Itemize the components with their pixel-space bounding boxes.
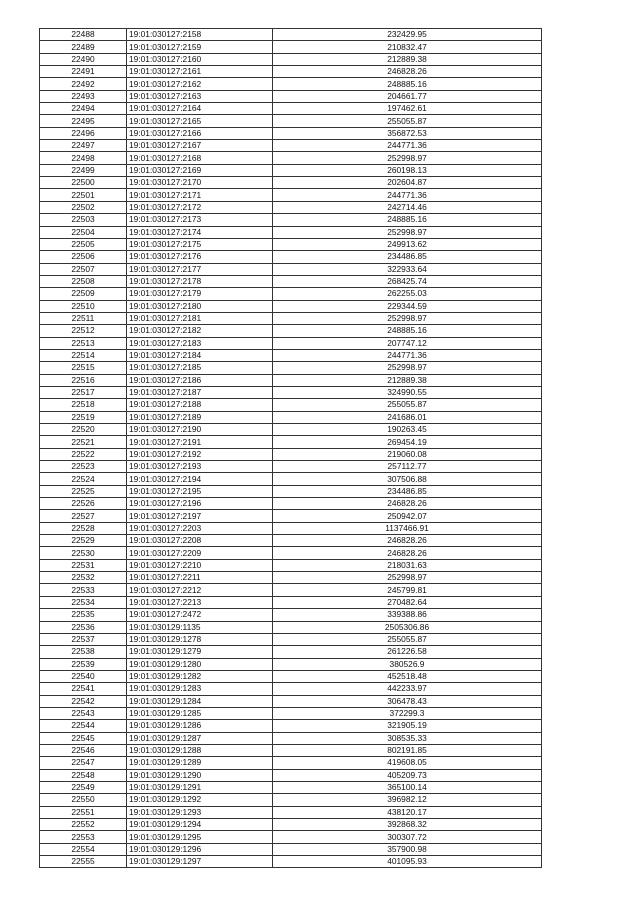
cadastral-number-cell: 19:01:030129:1285 <box>127 707 273 719</box>
cadastral-number-cell: 19:01:030127:2212 <box>127 584 273 596</box>
table-row <box>40 596 542 608</box>
table-row <box>40 794 542 806</box>
cadastral-number-cell: 19:01:030129:1279 <box>127 646 273 658</box>
row-number-cell: 22498 <box>40 152 127 164</box>
amount-cell: 300307.72 <box>273 831 542 843</box>
table-row <box>40 263 542 275</box>
row-number-cell: 22515 <box>40 362 127 374</box>
table-row <box>40 386 542 398</box>
amount-cell: 210832.47 <box>273 41 542 53</box>
cadastral-number-cell: 19:01:030127:2195 <box>127 485 273 497</box>
row-number-cell: 22527 <box>40 510 127 522</box>
row-number-cell: 22513 <box>40 337 127 349</box>
table-row <box>40 670 542 682</box>
row-number-cell: 22522 <box>40 448 127 460</box>
cadastral-number-cell: 19:01:030129:1291 <box>127 781 273 793</box>
cadastral-number-cell: 19:01:030127:2176 <box>127 251 273 263</box>
row-number-cell: 22528 <box>40 522 127 534</box>
table-row <box>40 41 542 53</box>
table-row <box>40 238 542 250</box>
row-number-cell: 22544 <box>40 720 127 732</box>
cadastral-number-cell: 19:01:030127:2170 <box>127 177 273 189</box>
row-number-cell: 22552 <box>40 819 127 831</box>
amount-cell: 252998.97 <box>273 362 542 374</box>
cadastral-number-cell: 19:01:030127:2183 <box>127 337 273 349</box>
amount-cell: 248885.16 <box>273 325 542 337</box>
table-row <box>40 485 542 497</box>
table-row <box>40 29 542 41</box>
cadastral-number-cell: 19:01:030127:2196 <box>127 498 273 510</box>
row-number-cell: 22491 <box>40 66 127 78</box>
table-row <box>40 90 542 102</box>
cadastral-number-cell: 19:01:030127:2160 <box>127 53 273 65</box>
cadastral-number-cell: 19:01:030127:2189 <box>127 411 273 423</box>
table-row <box>40 53 542 65</box>
row-number-cell: 22555 <box>40 856 127 868</box>
amount-cell: 244771.36 <box>273 140 542 152</box>
table-row <box>40 140 542 152</box>
table-row <box>40 707 542 719</box>
table-row <box>40 621 542 633</box>
cadastral-number-cell: 19:01:030129:1282 <box>127 670 273 682</box>
cadastral-number-cell: 19:01:030127:2197 <box>127 510 273 522</box>
row-number-cell: 22489 <box>40 41 127 53</box>
row-number-cell: 22530 <box>40 547 127 559</box>
table-row <box>40 609 542 621</box>
amount-cell: 255055.87 <box>273 633 542 645</box>
cadastral-number-cell: 19:01:030129:1289 <box>127 757 273 769</box>
row-number-cell: 22505 <box>40 238 127 250</box>
cadastral-number-cell: 19:01:030127:2167 <box>127 140 273 152</box>
cadastral-number-cell: 19:01:030127:2194 <box>127 473 273 485</box>
amount-cell: 197462.61 <box>273 103 542 115</box>
row-number-cell: 22510 <box>40 300 127 312</box>
cadastral-number-cell: 19:01:030127:2182 <box>127 325 273 337</box>
row-number-cell: 22501 <box>40 189 127 201</box>
cadastral-number-cell: 19:01:030127:2210 <box>127 559 273 571</box>
cadastral-number-cell: 19:01:030127:2203 <box>127 522 273 534</box>
table-row <box>40 177 542 189</box>
row-number-cell: 22497 <box>40 140 127 152</box>
row-number-cell: 22500 <box>40 177 127 189</box>
row-number-cell: 22521 <box>40 436 127 448</box>
row-number-cell: 22550 <box>40 794 127 806</box>
cadastral-number-cell: 19:01:030129:1135 <box>127 621 273 633</box>
table-row <box>40 127 542 139</box>
cadastral-number-cell: 19:01:030127:2181 <box>127 312 273 324</box>
table-row <box>40 683 542 695</box>
amount-cell: 356872.53 <box>273 127 542 139</box>
amount-cell: 438120.17 <box>273 806 542 818</box>
amount-cell: 268425.74 <box>273 275 542 287</box>
amount-cell: 218031.63 <box>273 559 542 571</box>
amount-cell: 372299.3 <box>273 707 542 719</box>
table-row <box>40 473 542 485</box>
row-number-cell: 22548 <box>40 769 127 781</box>
table-row <box>40 201 542 213</box>
amount-cell: 269454.19 <box>273 436 542 448</box>
row-number-cell: 22519 <box>40 411 127 423</box>
row-number-cell: 22545 <box>40 732 127 744</box>
cadastral-number-cell: 19:01:030127:2185 <box>127 362 273 374</box>
row-number-cell: 22534 <box>40 596 127 608</box>
row-number-cell: 22518 <box>40 399 127 411</box>
row-number-cell: 22506 <box>40 251 127 263</box>
row-number-cell: 22499 <box>40 164 127 176</box>
row-number-cell: 22512 <box>40 325 127 337</box>
row-number-cell: 22502 <box>40 201 127 213</box>
cadastral-number-cell: 19:01:030129:1288 <box>127 744 273 756</box>
amount-cell: 306478.43 <box>273 695 542 707</box>
amount-cell: 204661.77 <box>273 90 542 102</box>
cadastral-number-cell: 19:01:030129:1284 <box>127 695 273 707</box>
table-row <box>40 399 542 411</box>
amount-cell: 452518.48 <box>273 670 542 682</box>
amount-cell: 1137466.91 <box>273 522 542 534</box>
row-number-cell: 22524 <box>40 473 127 485</box>
amount-cell: 324990.55 <box>273 386 542 398</box>
row-number-cell: 22520 <box>40 424 127 436</box>
amount-cell: 246828.26 <box>273 535 542 547</box>
cadastral-number-cell: 19:01:030127:2173 <box>127 214 273 226</box>
table-row <box>40 646 542 658</box>
table-row <box>40 806 542 818</box>
table-row <box>40 251 542 263</box>
cadastral-number-cell: 19:01:030127:2191 <box>127 436 273 448</box>
row-number-cell: 22538 <box>40 646 127 658</box>
row-number-cell: 22539 <box>40 658 127 670</box>
amount-cell: 392868.32 <box>273 819 542 831</box>
table-row <box>40 374 542 386</box>
table-row <box>40 819 542 831</box>
amount-cell: 207747.12 <box>273 337 542 349</box>
amount-cell: 234486.85 <box>273 251 542 263</box>
table-row <box>40 769 542 781</box>
amount-cell: 248885.16 <box>273 214 542 226</box>
amount-cell: 219060.08 <box>273 448 542 460</box>
table-row <box>40 189 542 201</box>
table-row <box>40 411 542 423</box>
row-number-cell: 22543 <box>40 707 127 719</box>
row-number-cell: 22547 <box>40 757 127 769</box>
table-row <box>40 226 542 238</box>
table-row <box>40 424 542 436</box>
amount-cell: 229344.59 <box>273 300 542 312</box>
cadastral-number-cell: 19:01:030127:2164 <box>127 103 273 115</box>
table-row <box>40 448 542 460</box>
cadastral-number-cell: 19:01:030127:2177 <box>127 263 273 275</box>
row-number-cell: 22490 <box>40 53 127 65</box>
amount-cell: 246828.26 <box>273 498 542 510</box>
amount-cell: 212889.38 <box>273 374 542 386</box>
row-number-cell: 22526 <box>40 498 127 510</box>
cadastral-number-cell: 19:01:030127:2187 <box>127 386 273 398</box>
table-row <box>40 436 542 448</box>
cadastral-number-cell: 19:01:030127:2171 <box>127 189 273 201</box>
amount-cell: 257112.77 <box>273 461 542 473</box>
table-row <box>40 312 542 324</box>
amount-cell: 260198.13 <box>273 164 542 176</box>
amount-cell: 244771.36 <box>273 349 542 361</box>
table-row <box>40 214 542 226</box>
cadastral-number-cell: 19:01:030127:2186 <box>127 374 273 386</box>
amount-cell: 242714.46 <box>273 201 542 213</box>
cadastral-number-cell: 19:01:030127:2168 <box>127 152 273 164</box>
table-row <box>40 831 542 843</box>
row-number-cell: 22495 <box>40 115 127 127</box>
table-row <box>40 732 542 744</box>
row-number-cell: 22509 <box>40 288 127 300</box>
amount-cell: 380526.9 <box>273 658 542 670</box>
table-row <box>40 152 542 164</box>
amount-cell: 405209.73 <box>273 769 542 781</box>
amount-cell: 252998.97 <box>273 152 542 164</box>
amount-cell: 396982.12 <box>273 794 542 806</box>
table-row <box>40 535 542 547</box>
row-number-cell: 22493 <box>40 90 127 102</box>
amount-cell: 442233.97 <box>273 683 542 695</box>
amount-cell: 2505306.86 <box>273 621 542 633</box>
row-number-cell: 22516 <box>40 374 127 386</box>
cadastral-number-cell: 19:01:030127:2208 <box>127 535 273 547</box>
cadastral-number-cell: 19:01:030127:2209 <box>127 547 273 559</box>
amount-cell: 252998.97 <box>273 572 542 584</box>
row-number-cell: 22551 <box>40 806 127 818</box>
cadastral-number-cell: 19:01:030129:1287 <box>127 732 273 744</box>
row-number-cell: 22549 <box>40 781 127 793</box>
row-number-cell: 22494 <box>40 103 127 115</box>
cadastral-number-cell: 19:01:030129:1278 <box>127 633 273 645</box>
table-row <box>40 275 542 287</box>
row-number-cell: 22488 <box>40 29 127 41</box>
amount-cell: 401095.93 <box>273 856 542 868</box>
table-row <box>40 164 542 176</box>
amount-cell: 255055.87 <box>273 399 542 411</box>
cadastral-number-cell: 19:01:030127:2179 <box>127 288 273 300</box>
amount-cell: 246828.26 <box>273 547 542 559</box>
table-row <box>40 584 542 596</box>
row-number-cell: 22517 <box>40 386 127 398</box>
amount-cell: 261226.58 <box>273 646 542 658</box>
cadastral-number-cell: 19:01:030129:1293 <box>127 806 273 818</box>
table-row <box>40 349 542 361</box>
cadastral-number-cell: 19:01:030129:1286 <box>127 720 273 732</box>
row-number-cell: 22536 <box>40 621 127 633</box>
amount-cell: 202604.87 <box>273 177 542 189</box>
cadastral-number-cell: 19:01:030127:2159 <box>127 41 273 53</box>
row-number-cell: 22511 <box>40 312 127 324</box>
amount-cell: 190263.45 <box>273 424 542 436</box>
amount-cell: 357900.98 <box>273 843 542 855</box>
table-row <box>40 78 542 90</box>
amount-cell: 249913.62 <box>273 238 542 250</box>
table-row <box>40 522 542 534</box>
cadastral-number-cell: 19:01:030127:2193 <box>127 461 273 473</box>
row-number-cell: 22508 <box>40 275 127 287</box>
cadastral-number-cell: 19:01:030127:2213 <box>127 596 273 608</box>
table-row <box>40 856 542 868</box>
cadastral-number-cell: 19:01:030129:1290 <box>127 769 273 781</box>
table-row <box>40 744 542 756</box>
table-row <box>40 658 542 670</box>
row-number-cell: 22492 <box>40 78 127 90</box>
cadastral-number-cell: 19:01:030127:2174 <box>127 226 273 238</box>
table-row <box>40 288 542 300</box>
row-number-cell: 22546 <box>40 744 127 756</box>
row-number-cell: 22542 <box>40 695 127 707</box>
row-number-cell: 22541 <box>40 683 127 695</box>
row-number-cell: 22531 <box>40 559 127 571</box>
row-number-cell: 22533 <box>40 584 127 596</box>
amount-cell: 246828.26 <box>273 66 542 78</box>
table-row <box>40 633 542 645</box>
cadastral-number-cell: 19:01:030127:2163 <box>127 90 273 102</box>
row-number-cell: 22554 <box>40 843 127 855</box>
amount-cell: 250942.07 <box>273 510 542 522</box>
amount-cell: 365100.14 <box>273 781 542 793</box>
row-number-cell: 22553 <box>40 831 127 843</box>
table-row <box>40 461 542 473</box>
cadastral-number-cell: 19:01:030127:2172 <box>127 201 273 213</box>
cadastral-number-cell: 19:01:030129:1297 <box>127 856 273 868</box>
table-row <box>40 695 542 707</box>
amount-cell: 234486.85 <box>273 485 542 497</box>
row-number-cell: 22540 <box>40 670 127 682</box>
row-number-cell: 22496 <box>40 127 127 139</box>
cadastral-number-cell: 19:01:030127:2175 <box>127 238 273 250</box>
table-row <box>40 103 542 115</box>
cadastral-number-cell: 19:01:030127:2184 <box>127 349 273 361</box>
row-number-cell: 22523 <box>40 461 127 473</box>
amount-cell: 321905.19 <box>273 720 542 732</box>
table-row <box>40 510 542 522</box>
table-row <box>40 498 542 510</box>
row-number-cell: 22535 <box>40 609 127 621</box>
cadastral-number-cell: 19:01:030127:2192 <box>127 448 273 460</box>
amount-cell: 322933.64 <box>273 263 542 275</box>
cadastral-number-cell: 19:01:030127:2165 <box>127 115 273 127</box>
row-number-cell: 22525 <box>40 485 127 497</box>
cadastral-number-cell: 19:01:030127:2178 <box>127 275 273 287</box>
table-row <box>40 362 542 374</box>
cadastral-number-cell: 19:01:030129:1296 <box>127 843 273 855</box>
table-row <box>40 337 542 349</box>
cadastral-number-cell: 19:01:030129:1294 <box>127 819 273 831</box>
row-number-cell: 22507 <box>40 263 127 275</box>
row-number-cell: 22503 <box>40 214 127 226</box>
cadastral-number-cell: 19:01:030129:1280 <box>127 658 273 670</box>
row-number-cell: 22532 <box>40 572 127 584</box>
table-row <box>40 781 542 793</box>
amount-cell: 241686.01 <box>273 411 542 423</box>
amount-cell: 252998.97 <box>273 226 542 238</box>
amount-cell: 245799.81 <box>273 584 542 596</box>
amount-cell: 802191.85 <box>273 744 542 756</box>
table-row <box>40 547 542 559</box>
amount-cell: 262255.03 <box>273 288 542 300</box>
cadastral-number-cell: 19:01:030127:2161 <box>127 66 273 78</box>
amount-cell: 248885.16 <box>273 78 542 90</box>
table-body <box>40 29 542 868</box>
row-number-cell: 22504 <box>40 226 127 238</box>
table-row <box>40 720 542 732</box>
cadastral-number-cell: 19:01:030127:2211 <box>127 572 273 584</box>
row-number-cell: 22529 <box>40 535 127 547</box>
amount-cell: 307506.88 <box>273 473 542 485</box>
amount-cell: 339388.86 <box>273 609 542 621</box>
row-number-cell: 22514 <box>40 349 127 361</box>
cadastral-number-cell: 19:01:030127:2166 <box>127 127 273 139</box>
amount-cell: 232429.95 <box>273 29 542 41</box>
cadastral-number-cell: 19:01:030127:2162 <box>127 78 273 90</box>
row-number-cell: 22537 <box>40 633 127 645</box>
amount-cell: 308535.33 <box>273 732 542 744</box>
table-row <box>40 757 542 769</box>
cadastral-number-cell: 19:01:030127:2158 <box>127 29 273 41</box>
amount-cell: 255055.87 <box>273 115 542 127</box>
table-row <box>40 572 542 584</box>
cadastral-number-cell: 19:01:030127:2190 <box>127 424 273 436</box>
amount-cell: 252998.97 <box>273 312 542 324</box>
table-row <box>40 843 542 855</box>
cadastral-number-cell: 19:01:030129:1295 <box>127 831 273 843</box>
cadastral-number-cell: 19:01:030127:2472 <box>127 609 273 621</box>
table-row <box>40 115 542 127</box>
amount-cell: 244771.36 <box>273 189 542 201</box>
amount-cell: 270482.64 <box>273 596 542 608</box>
amount-cell: 419608.05 <box>273 757 542 769</box>
table-row <box>40 300 542 312</box>
cadastral-number-cell: 19:01:030129:1292 <box>127 794 273 806</box>
data-table <box>39 28 542 868</box>
cadastral-number-cell: 19:01:030127:2180 <box>127 300 273 312</box>
cadastral-number-cell: 19:01:030127:2188 <box>127 399 273 411</box>
amount-cell: 212889.38 <box>273 53 542 65</box>
table-row <box>40 559 542 571</box>
cadastral-number-cell: 19:01:030127:2169 <box>127 164 273 176</box>
cadastral-number-cell: 19:01:030129:1283 <box>127 683 273 695</box>
table-row <box>40 325 542 337</box>
table-row <box>40 66 542 78</box>
